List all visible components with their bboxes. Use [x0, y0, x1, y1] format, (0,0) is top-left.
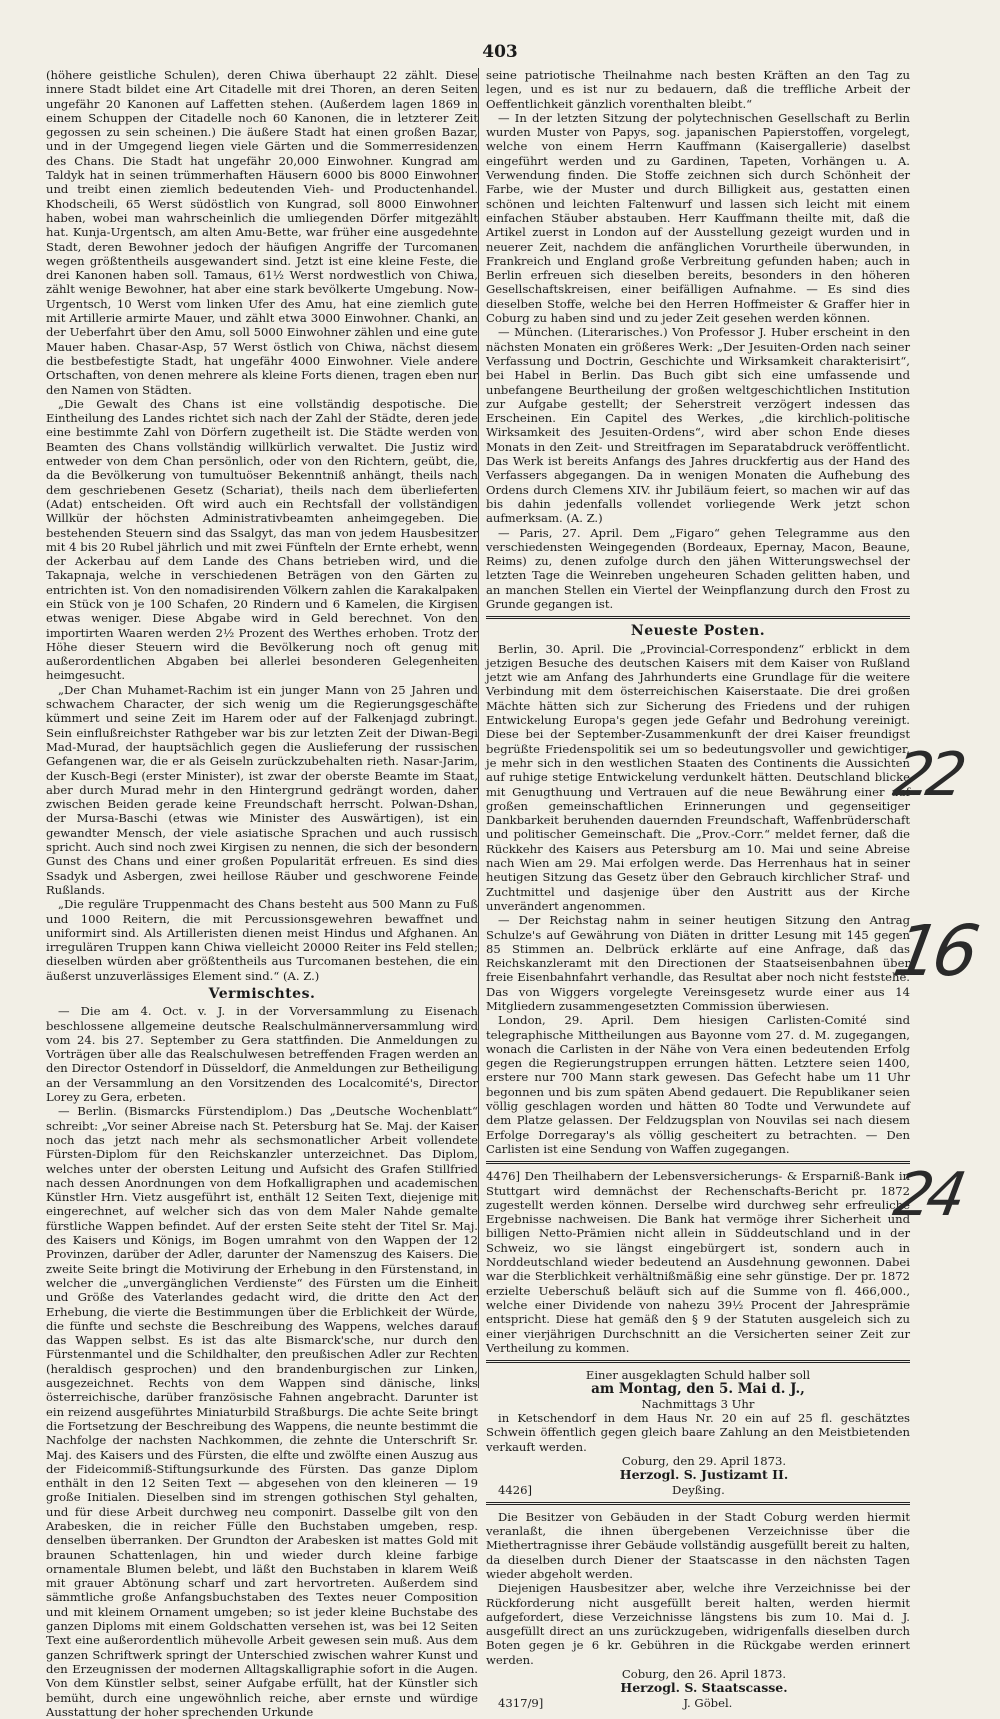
notice-name: Deyßing.	[672, 1482, 725, 1497]
handwritten-number: 22	[888, 740, 966, 810]
divider	[486, 1161, 910, 1164]
notice-ref	[486, 1483, 910, 1497]
article-paragraph: — Die am 4. Oct. v. J. in der Vorversammlung zu Eisenach beschlossene allgemeine deutsche Realschulmännerversammlung wird vom 24. bis 27. September zu Gera stattfinden. Die Anmeldungen zu Vorträgen über alle das Realschulwesen betreffenden Fragen werden an den Director Ostendorf in Düsseldorf, die Anmeldungen zur Betheiligung an der Versammlung an den Vorsitzenden des Localcomité's, Director Lorey zu Gera, erbeten.	[46, 1004, 478, 1105]
notice-ref-number: 4426]	[498, 1482, 533, 1497]
notice-date: Coburg, den 26. April 1873.	[621, 1667, 787, 1682]
section-heading-vermischtes: Vermischtes.	[208, 986, 316, 1002]
notice-date: Coburg, den 29. April 1873.	[621, 1453, 787, 1468]
left-column	[46, 68, 478, 1719]
page-number: 403	[482, 42, 518, 62]
article-paragraph: London, 29. April. Dem hiesigen Carlisten-Comité sind telegraphische Mittheilungen aus Bayonne vom 27. d. M. zugegangen, wonach die Carlisten in der Nähe von Vera einen bedeutenden Erfolg gegen die Regierungstruppen errungen hätten. Letztere seien 1400, erstere nur 700 Mann stark gewesen. Das Gefecht habe um 11 Uhr begonnen und bis zum späten Abend gedauert. Die Republikaner seien völlig geschlagen worden und hätten 80 Todte und Verwundete auf dem Platze gelassen. Der Feldzugsplan von Nouvilas sei nach diesem Erfolge Dorregaray's als völlig gescheitert zu betrachten. — Den Carlisten ist eine Sendung von Waffen zugegangen.	[486, 1013, 910, 1156]
article-paragraph: — In der letzten Sitzung der polytechnischen Gesellschaft zu Berlin wurden Muster von Papys, sog. japanischen Papierstoffen, vorgelegt, welche von einem Herrn Kauffmann (Kaisergallerie) daselbst eingeführt werden und zu Gardinen, Tapeten, Vorhängen u. A. Verwendung finden. Die Stoffe zeichnen sich durch Schönheit der Farbe, wie der Muster und durch Billigkeit aus, gestatten einen schönen und leichten Faltenwurf und lassen sich leicht mit einem einfachen Stäuber abstauben. Herr Kauffmann theilte mit, daß die Artikel zuerst in London auf der Ausstellung gezeigt wurden und in neuerer Zeit, nachdem die anfänglichen Vorurtheile überwunden, in Frankreich und England große Verbreitung gefunden haben; auch in Berlin erfreuen sich dieselben bereits, besonders in den höheren Gesellschaftskreisen, einer beifälligen Aufnahme. — Es sind dies dieselben Stoffe, welche bei den Herren Hoffmeister & Graffer hier in Coburg zu haben sind und zu jeder Zeit gesehen werden können.	[486, 110, 910, 326]
article-paragraph: „Der Chan Muhamet-Rachim ist ein junger Mann von 25 Jahren und schwachem Character, der sich wenig um die Regierungsgeschäfte kümmert und seine Zeit im Harem oder auf der Falkenjagd zubringt. Sein einflußreichster Rathgeber war bis zur letzten Zeit der Diwan-Begi Mad-Murad, der hauptsächlich gegen die Auslieferung der russischen Gefangenen war, die er als Geiseln zurückzubehalten rieth. Nasar-Jarim, der Kusch-Begi (erster Minister), ist zwar der oberste Beamte im Staat, aber durch Murad mehr in den Hintergrund gedrängt worden, daher zwischen Beiden gerade keine Freundschaft herrscht. Polwan-Dshan, der Mursa-Baschi (etwas wie Minister des Auswärtigen), ist ein gewandter Mensch, der viele asiatische Sprachen und auch russisch spricht. Auch sind noch zwei Kirgisen zu nennen, die sich der besondern Gunst des Chans und einer großen Popularität erfreuen. Es sind dies Ssadyk und Asbergen, zwei heillose Räuber und geschworene Feinde Rußlands.	[46, 682, 478, 897]
article-paragraph: seine patriotische Theilnahme nach besten Kräften an den Tag zu legen, und es ist nur zu bedauern, daß die treffliche Arbeit der Oeffentlichkeit gänzlich vorenthalten bleibt.“	[486, 68, 910, 111]
notice-ref	[486, 1696, 910, 1710]
handwritten-number: 24	[888, 1160, 966, 1230]
notice-line: in Ketschendorf in dem Haus Nr. 20 ein auf 25 fl. geschätztes Schwein öffentlich gegen gleich baare Zahlung an den Meistbietenden verkauft werden.	[486, 1411, 910, 1454]
article-paragraph: „Die reguläre Truppenmacht des Chans besteht aus 500 Mann zu Fuß und 1000 Reitern, die mit Percussionsgewehren bewaffnet und uniformirt sind. Als Artilleristen dienen meist Hindus und Afghanen. An irregulären Truppen kann Chiwa vielleicht 20000 Reiter ins Feld stellen; dieselben würden aber größtentheils aus Turcomanen bestehen, die ein äußerst unzuverlässiges Element sind.“ (A. Z.)	[46, 897, 478, 983]
article-paragraph: — Der Reichstag nahm in seiner heutigen Sitzung den Antrag Schulze's auf Gewährung von Diäten in dritter Lesung mit 145 gegen 85 Stimmen an. Delbrück erklärte auf eine Anfrage, daß das Reichskanzleramt mit den Directionen der Staatseisenbahnen über freie Eisenbahnfahrt verhandle, das Resultat aber noch nicht feststehe. Das von Wiggers vorgelegte Vereinsgesetz wurde einer aus 14 Mitgliedern zusammengesetzten Commission überwiesen.	[486, 913, 910, 1013]
article-paragraph: „Die Gewalt des Chans ist eine vollständig despotische. Die Eintheilung des Landes richtet sich nach der Zahl der Städte, deren jede eine bestimmte Zahl von Dörfern zugetheilt ist. Die Städte werden von Beamten des Chans vollständig willkürlich verwaltet. Die Justiz wird entweder von dem Chan persönlich, oder von den Richtern, geübt, die, da die Bevölkerung von tumultuöser Bekenntniß anhängt, theils nach dem geschriebenen Gesetz (Schariat), theils nach dem überlieferten (Adat) entscheiden. Oft wird auch ein Rechtsfall der vollständigen Willkür der höchsten Administrativbeamten anheimgegeben. Die bestehenden Steuern sind das Ssalgyt, das man von jedem Hausbesitzer mit 4 bis 20 Rubel jährlich und mit zwei Fünfteln der Ernte erhebt, wenn der Ackerbau auf dem Lande des Chans betrieben wird, und die Takapnaja, welche in verschiedenen Beträgen von den Gärten zu entrichten ist. Von den nomadisirenden Völkern zahlen die Karakalpaken ein Stück von je 100 Schafen, 20 Rindern und 6 Kamelen, die Kirgisen etwas weniger. Diese Abgabe wird in Geld berechnet. Von den importirten Waaren werden 2½ Prozent des Werthes erhoben. Trotz der Höhe dieser Steuern wird die Bevölkerung noch oft genug mit außerordentlichen Abgaben bei allerlei besonderen Gelegenheiten heimgesucht.	[46, 396, 478, 683]
divider	[486, 616, 910, 619]
notice-signature: Herzogl. S. Staatscasse.	[620, 1680, 788, 1696]
divider	[486, 1502, 910, 1505]
article-paragraph: — Paris, 27. April. Dem „Figaro“ gehen Telegramme aus den verschiedensten Weingegenden (Bordeaux, Epernay, Macon, Beaune, Reims) zu, denen zufolge durch den jähen Witterungswechsel der letzten Tage die Weinreben ungeheuren Schaden gelitten haben, und an manchen Stellen ein Viertel der Weinpflanzung durch den Frost zu Grunde gegangen ist.	[486, 525, 910, 611]
notice-ref-number: 4317/9]	[498, 1695, 544, 1710]
notice-line: Einer ausgeklagten Schuld halber soll	[585, 1368, 811, 1383]
handwritten-number: 16	[887, 910, 980, 992]
section-heading-neueste-posten: Neueste Posten.	[630, 623, 766, 640]
notice-text: Diejenigen Hausbesitzer aber, welche ihre Verzeichnisse bei der Rückforderung nicht ausgefüllt bereit halten, werden hiermit aufgefordert, diese Verzeichnisse längstens bis zum 10. Mai d. J. ausgefüllt direct an uns zurückzugeben, widrigenfalls dieselben durch Boten gegen je 6 kr. Gebühren in die Rückgabe werden erinnert werden.	[486, 1581, 910, 1667]
article-paragraph: — München. (Literarisches.) Von Professor J. Huber erscheint in den nächsten Monaten ein größeres Werk: „Der Jesuiten-Orden nach seiner Verfassung und Doctrin, Geschichte und Wirksamkeit charakterisirt“, bei Habel in Berlin. Das Buch gibt sich eine umfassende und unbefangene Beurtheilung der großen weltgeschichtlichen Institution zur Aufgabe gestellt; der Seherstreit verzögert indessen das Erscheinen. Ein Capitel des Werkes, „die kirchlich-politische Wirksamkeit des Jesuiten-Ordens“, wird aber schon Ende dieses Monats in den Zeit- und Streitfragen im Separatabdruck veröffentlicht. Das Werk ist bereits Anfangs des Jahres druckfertig aus der Hand des Verfassers abgegangen. Da in wenigen Monaten die Aufhebung des Ordens durch Clemens XIV. ihr Jubiläum feiert, so machen wir auf das bis dahin jedenfalls vollendet vorliegende Werk jetzt schon aufmerksam. (A. Z.)	[486, 325, 910, 526]
divider	[486, 1360, 910, 1363]
notice-text: Die Besitzer von Gebäuden in der Stadt Coburg werden hiermit veranlaßt, die ihnen übergebenen Verzeichnisse über die Miethertragnisse ihrer Gebäude vollständig ausgefüllt bereit zu halten, da dieselben durch Diener der Staatscasse in den nächsten Tagen wieder abgeholt werden.	[486, 1509, 910, 1581]
notice-text: 4476] Den Theilhabern der Lebensversicherungs- & Ersparniß-Bank in Stuttgart wird demnächst der Rechenschafts-Bericht pr. 1872 zugestellt werden können. Derselbe wird durchweg sehr erfreuliche Ergebnisse nachweisen. Die Bank hat vermöge ihrer Sicherheit und billigen Netto-Prämien nicht allein in Süddeutschland und in der Schweiz, wo sie längst eingebürgert ist, sondern auch in Norddeutschland wieder bedeutend an Ausdehnung gewonnen. Dabei war die Sterblichkeit verhältnißmäßig eine sehr günstige. Der pr. 1872 erzielte Ueberschuß beläuft sich auf die Summe von fl. 466,000., welche einer Dividende von nahezu 39½ Procent der Jahresprämie entspricht. Diese hat gemäß den § 9 der Statuten ausgeleich sich zu einer vierjährigen Durchschnitt an die Versicherten seiner Zeit zur Vertheilung zu kommen.	[486, 1169, 910, 1355]
article-paragraph: — Berlin. (Bismarcks Fürstendiplom.) Das „Deutsche Wochenblatt“ schreibt: „Vor seiner Abreise nach St. Petersburg hat Se. Maj. der Kaiser noch das jetzt nach mehr als sechsmonatlicher Arbeit vollendete Fürsten-Diplom für den Reichskanzler unterzeichnet. Das Diplom, welches unter der obersten Leitung und Aufsicht des Grafen Stillfried nach dessen Anordnungen von dem Hofkalligraphen und academischen Künstler Hrn. Vietz ausgeführt ist, enthält 12 Seiten Text, diejenige mit eingerechnet, auf welcher sich das von dem Maler Nahde gemalte fürstliche Wappen befindet. Auf der ersten Seite steht der Titel Sr. Maj. des Kaisers und Königs, im Bogen umrahmt von den Wappen der 12 Provinzen, darüber der Adler, darunter der Namenszug des Kaisers. Die zweite Seite bringt die Motivirung der Erhebung in den Fürstenstand, in welcher die „unvergänglichen Verdienste“ des Fürsten um die Einheit und Größe des Vaterlandes gedacht wird, die dritte den Act der Erhebung, die vierte die Bestimmungen über die Erblichkeit der Würde, die fünfte und sechste die Beschreibung des Wappens, welches darauf das Wappen selbst. Es ist das alte Bismarck'sche, nur durch den Fürstenmantel und die Schildhalter, den preußischen Adler zur Rechten (heraldisch gesprochen) und den brandenburgischen zur Linken, ausgezeichnet. Rechts von dem Wappen sind dänische, links österreichische, darüber französische Fahnen angebracht. Darunter ist ein reizend ausgeführtes Miniaturbild Straßburgs. Die achte Seite bringt die Fortsetzung der Beschreibung des Wappens, die neunte bestimmt die Nachfolge der nachsten Nachkommen, die zehnte die Unterschrift Sr. Maj. des Kaisers und des Fürsten, die elfte und zwölfte einen Auszug aus der Fideicommiß-Stiftungsurkunde des Fürsten. Das ganze Diplom enthält in den 12 Seiten Text — abgesehen von den kleineren — 19 große Initialen. Dieselben sind im strengen gothischen Styl gehalten, und für diese Arbeit durchweg neu componirt. Dasselbe gilt von den Arabesken, die in reicher Fülle den Buchstaben umgeben, resp. denselben überranken. Der Grundton der Arabesken ist mattes Gold mit braunen Schattenlagen, hin und wieder durch kleine farbige ornamentale Blumen belebt, und läßt den Buchstaben in klarem Weiß mit grauer Abtönung scharf und zart hervortreten. Außerdem sind sämmtliche große Anfangsbuchstaben des Textes neuer Composition und mit kleinem Ornament umgeben; so ist jeder kleine Buchstabe des ganzen Diploms mit einem Goldschatten versehen ist, was bei 12 Seiten Text eine außerordentlich mühevolle Arbeit gewesen sein muß. Aus dem ganzen Schriftwerk springt der Unterschied zwischen wahrer Kunst und den Erzeugnissen der modernen Alltagskalligraphie sofort in die Augen. Von dem Künstler selbst, seiner Aufgabe erfüllt, hat der Künstler sich bemüht, durch eine ungewöhnlich reiche, aber ernste und würdige Ausstattung der hoher sprechenden Urkunde	[46, 1104, 478, 1719]
notice-line: Nachmittags 3 Uhr	[641, 1396, 755, 1411]
notice-auction	[486, 1368, 910, 1497]
notice-date-line: am Montag, den 5. Mai d. J.,	[591, 1381, 805, 1398]
article-paragraph: (höhere geistliche Schulen), deren Chiwa überhaupt 22 zählt. Diese innere Stadt bildet eine Art Citadelle mit drei Thoren, an deren Seiten ungefähr 20 Kanonen auf Laffetten stehen. (Außerdem lagen 1869 in einem Schuppen der Citadelle noch 60 Kanonen, die in letzterer Zeit gegossen zu sein scheinen.) Die äußere Stadt hat einen großen Bazar, und in der Umgegend liegen viele Gärten und die Sommerresidenzen des Chans. Die Stadt hat ungefähr 20,000 Einwohner. Kungrad am Taldyk hat in seinen trümmerhaften Häusern 6000 bis 8000 Einwohner und treibt einen ziemlich bedeutenden Vieh- und Productenhandel. Khodscheili, 65 Werst südöstlich von Kungrad, soll 8000 Einwohner haben, wobei man wahrscheinlich die umliegenden Dörfer mitgezählt hat. Kunja-Urgentsch, am alten Amu-Bette, war früher eine ausgedehnte Stadt, deren Bewohner jedoch der häufigen Angriffe der Turcomanen wegen größtentheils ausgewandert sind. Jetzt ist eine kleine Feste, die drei Kanonen haben soll. Tamaus, 61½ Werst nordwestlich von Chiwa, zählt wenige Bewohner, hat aber eine stark bevölkerte Umgebung. Now-Urgentsch, 10 Werst vom linken Ufer des Amu, hat eine ziemlich gute mit Artillerie armirte Mauer, und zählt etwa 3000 Einwohner. Chanki, an der Ueberfahrt über den Amu, soll 5000 Einwohner zählen und eine gute Mauer haben. Chasar-Asp, 57 Werst östlich von Chiwa, nächst diesem die bestbefestigte Stadt, hat ungefähr 4000 Einwohner. Viele andere Ortschaften, von denen mehrere als kleine Forts dienen, tragen eben nur den Namen von Städten.	[46, 68, 478, 397]
article-paragraph: Berlin, 30. April. Die „Provincial-Correspondenz“ erblickt in dem jetzigen Besuche des deutschen Kaisers mit dem Kaiser von Rußland jetzt wie am Anfang des Jahrhunderts eine Grundlage für die weitere Verbindung mit dem österreichischen Kaiserstaate. Die drei großen Mächte hätten sich zur Sicherung des Friedens und der ruhigen Entwickelung Europa's gegen jede Gefahr und Bedrohung vereinigt. Diese bei der September-Zusammenkunft der drei Kaiser freundigst begrüßte Friedenspolitik sei um so bedeutungsvoller und gewichtiger, je mehr sich in den westlichen Staaten des Continents die Aussichten auf ruhige stetige Entwickelung verdunkelt hätten. Deutschland blicke mit Genugthuung und Vertrauen auf die neue Bewährung einer auf großen gemeinschaftlichen Erinnerungen und gegenseitiger Dankbarkeit beruhenden dauernden Freundschaft, Waffenbrüderschaft und politischer Gemeinschaft. Die „Prov.-Corr.“ meldet ferner, daß die Rückkehr des Kaisers aus Petersburg am 10. Mai und seine Abreise nach Wien am 29. Mai erfolgen werde. Das Herrenhaus hat in seiner heutigen Sitzung das Gesetz über den Gebrauch kirchlicher Straf- und Zuchtmittel und dasjenige über den Austritt aus der Kirche unverändert angenommen.	[486, 641, 910, 913]
right-column	[478, 68, 910, 1710]
notice-owners	[486, 1510, 910, 1710]
notice-name: J. Göbel.	[683, 1695, 733, 1710]
notice-bank	[486, 1169, 910, 1355]
notice-signature: Herzogl. S. Justizamt II.	[619, 1467, 789, 1483]
